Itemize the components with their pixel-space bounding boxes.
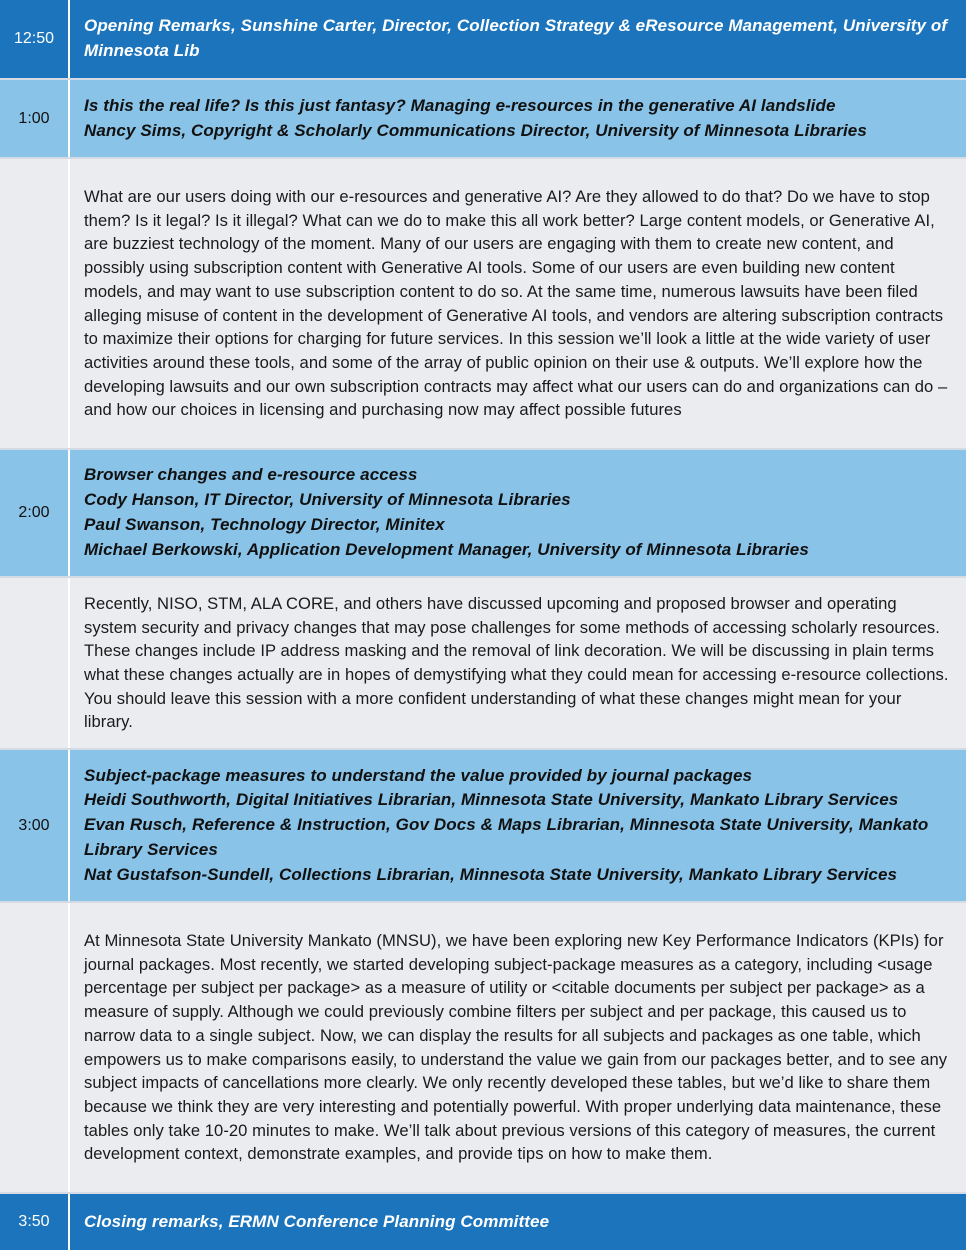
session-speaker: Evan Rusch, Reference & Instruction, Gov Docs & Maps Librarian, Minnesota State University, Mankato Library Services [84,815,929,859]
session-description-row [0,578,966,750]
session-title: Closing remarks, ERMN Conference Planning Committee [84,1211,550,1231]
session-time: 2:00 [0,450,70,576]
session-title: Is this the real life? Is this just fantasy? Managing e-resources in the generative AI landslide [84,95,836,115]
session-speaker: Nat Gustafson-Sundell, Collections Librarian, Minnesota State University, Mankato Library Services [84,864,898,884]
session-speaker: Heidi Southworth, Digital Initiatives Librarian, Minnesota State University, Mankato Library Services [84,790,899,810]
session-speaker: Paul Swanson, Technology Director, Minitex [84,515,445,534]
session-speaker: Michael Berkowski, Application Development Manager, University of Minnesota Libraries [84,539,809,559]
session-row-subject-package [0,750,966,903]
session-description: Recently, NISO, STM, ALA CORE, and others have discussed upcoming and proposed browser and operating system security and privacy changes that may pose challenges for some methods of accessing scholarly resources. These changes include IP address masking and the removal of link decoration. We will be discussing in plain terms what these changes actually are in hopes of demystifying what they could mean for accessing e-resource collections. You should leave this session with a more confident understanding of what these changes might mean for your library. [84,593,949,732]
session-title: Subject-package measures to understand the value provided by journal packages [84,765,753,785]
session-row-closing [0,1194,966,1250]
session-speaker: Cody Hanson, IT Director, University of Minnesota Libraries [84,490,571,510]
session-row-ai [0,80,966,159]
session-time: 12:50 [0,0,70,78]
session-speaker: Nancy Sims, Copyright & Scholarly Communications Director, University of Minnesota Libraries [84,120,867,140]
session-description-row [0,903,966,1194]
session-row-browser [0,450,966,578]
session-description: At Minnesota State University Mankato (MNSU), we have been exploring new Key Performance Indicators (KPIs) for journal packages. Most recently, we started developing subject-package measures as a category, including <usage percentage per subject per package> as a measure of utility or <citable documents per subject per package> as a measure of supply. Although we could previously combine filters per subject and per package, this caused us to narrow data to a single subject. Now, we can display the results for all subjects and packages as one table, which empowers us to make comparisons easily, to understand the value we gain from our packages better, and to see any subject impacts of cancellations more clearly. We only recently developed these tables, but we’d like to share them because we think they are very interesting and potentially powerful. With proper underlying data maintenance, these tables only take 10-20 minutes to make. We’ll talk about previous versions of this category of measures, the current development context, demonstrate examples, and provide tips on how to make them. [84,930,948,1164]
session-description: What are our users doing with our e-resources and generative AI? Are they allowed to do that? Do we have to stop them? Is it legal? Is it illegal? What can we do to make this all work better? Large content models, or Generative AI, are buzziest technology of the moment. Many of our users are engaging with them to create new content, and possibly using subscription content with Generative AI tools. Some of our users are even building new content models, and may want to use subscription content to do so. At the same time, numerous lawsuits have been filed alleging misuse of content in the development of Generative AI tools, and vendors are altering subscription contracts to maximize their options for charging for future services. In this session we’ll look a little at the wide variety of user activities around these tools, and some of the array of public opinion on their use & outputs. We’ll explore how the developing lawsuits and our own subscription contracts may affect what our users can do and organizations can do – and how our choices in licensing and purchasing now may affect possible futures [84,186,948,420]
session-row-opening [0,0,966,80]
session-title: Browser changes and e-resource access [84,465,418,485]
session-title: Opening Remarks, Sunshine Carter, Director, Collection Strategy & eResource Management, University of Minnesota Lib [84,16,948,60]
session-description-row [0,159,966,450]
session-time: 3:50 [0,1194,70,1250]
session-time: 3:00 [0,750,70,901]
session-time: 1:00 [0,80,70,157]
